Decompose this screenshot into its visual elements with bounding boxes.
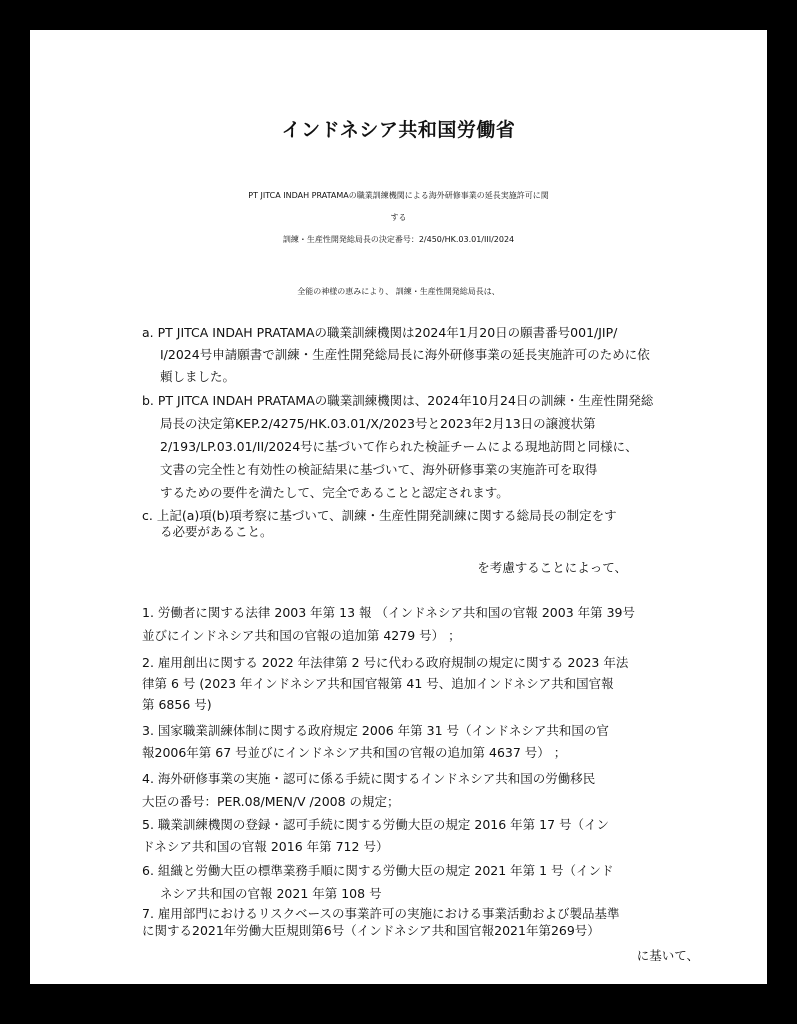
legal-basis-line: 大臣の番号：PER.08/MEN/V /2008 の規定； bbox=[142, 794, 400, 809]
consideration-b-line: 文書の完全性と有効性の検証結果に基づいて、海外研修事業の実施許可を取得 bbox=[160, 462, 598, 477]
consideration-c-line: c. 上記(a)項(b)項考察に基づいて、訓練・生産性開発訓練に関する総局長の制定をす bbox=[142, 508, 617, 523]
legal-basis-line: 6. 組織と労働大臣の標準業務手順に関する労働大臣の規定 2021 年第 1 号（インド bbox=[142, 863, 614, 878]
legal-basis-line: 律第 6 号 (2023 年インドネシア共和国官報第 41 号、追加インドネシア共和国官報 bbox=[142, 676, 614, 691]
subject-line-1: PT JITCA INDAH PRATAMAの職業訓練機関による海外研修事業の延長実施許可に関 bbox=[248, 191, 549, 200]
document-title: インドネシア共和国労働省 bbox=[281, 119, 516, 141]
consideration-b-line: するための要件を満たして、完全であることと認定されます。 bbox=[160, 485, 509, 500]
legal-basis-line: 5. 職業訓練機関の登録・認可手続に関する労働大臣の規定 2016 年第 17 号（イン bbox=[142, 817, 610, 832]
legal-basis-line: ドネシア共和国の官報 2016 年第 712 号） bbox=[142, 839, 389, 854]
invocation: 全能の神様の恵みにより、 訓練・生産性開発総局長は、 bbox=[297, 287, 500, 296]
legal-basis-line: 4. 海外研修事業の実施・認可に係る手続に関するインドネシア共和国の労働移民 bbox=[142, 771, 596, 786]
legal-basis-line: ネシア共和国の官報 2021 年第 108 号 bbox=[160, 886, 382, 901]
considering-phrase: を考慮することによって、 bbox=[477, 560, 627, 575]
legal-basis-line: 並びにインドネシア共和国の官報の追加第 4279 号） ； bbox=[142, 628, 461, 643]
subject-line-2: する bbox=[390, 213, 407, 222]
consideration-b-line: 2/193/LP.03.01/II/2024号に基づいて作られた検証チームによる現地訪問と同様に、 bbox=[160, 439, 638, 454]
consideration-a-line: I/2024号申請願書で訓練・生産性開発総局長に海外研修事業の延長実施許可のために依 bbox=[160, 347, 650, 362]
legal-basis-line: 報2006年第 67 号並びにインドネシア共和国の官報の追加第 4637 号） ； bbox=[142, 745, 567, 760]
legal-basis-line: 2. 雇用創出に関する 2022 年法律第 2 号に代わる政府規制の規定に関する 2023 年法 bbox=[142, 655, 629, 670]
legal-basis-line: 3. 国家職業訓練体制に関する政府規定 2006 年第 31 号（インドネシア共和国の官 bbox=[142, 723, 609, 738]
legal-basis-line: 1. 労働者に関する法律 2003 年第 13 報 （インドネシア共和国の官報 2003 年第 39号 bbox=[142, 605, 635, 620]
based-phrase: に基いて、 bbox=[636, 948, 699, 963]
consideration-b-line: 局長の決定第KEP.2/4275/HK.03.01/X/2023号と2023年2月13日の譲渡状第 bbox=[160, 416, 596, 431]
consideration-b-line: b. PT JITCA INDAH PRATAMAの職業訓練機関は、2024年10月24日の訓練・生産性開発総 bbox=[142, 393, 654, 408]
legal-basis-line: 第 6856 号) bbox=[142, 697, 212, 712]
legal-basis-line: 7. 雇用部門におけるリスクベースの事業許可の実施における事業活動および製品基準 bbox=[142, 906, 620, 921]
decree-number: 訓練・生産性開発総局長の決定番号：2/450/HK.03.01/III/2024 bbox=[282, 235, 515, 244]
document-page bbox=[30, 30, 767, 984]
consideration-c-line: る必要があること。 bbox=[160, 524, 273, 539]
consideration-a-line: a. PT JITCA INDAH PRATAMAの職業訓練機関は2024年1月20日の願書番号001/JIP/ bbox=[142, 325, 618, 340]
consideration-a-line: 頼しました。 bbox=[160, 369, 236, 384]
legal-basis-line: に関する2021年労働大臣規則第6号（インドネシア共和国官報2021年第269号） bbox=[142, 923, 600, 938]
